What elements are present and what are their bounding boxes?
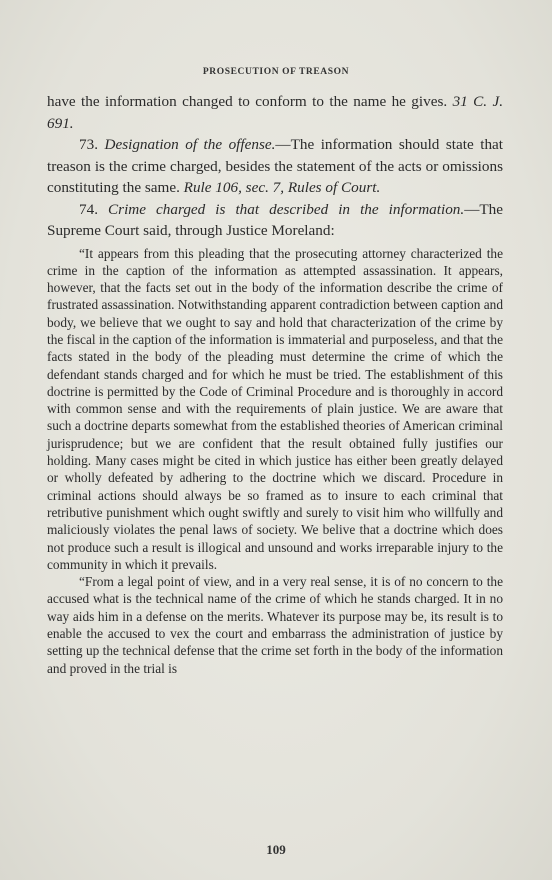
continued-paragraph — [47, 91, 503, 134]
section-text: —The Supreme Court said, through Justice Moreland: — [47, 200, 503, 239]
section-heading: Designation of the offense. — [104, 136, 276, 153]
section-heading: Crime charged is that described in the information. — [108, 200, 465, 218]
page-body — [47, 91, 503, 677]
citation: Rule 106, sec. 7, Rules of Court. — [183, 179, 381, 196]
continued-text: have the information changed to conform to the name he gives. — [47, 93, 448, 110]
citation: 31 C. J. 691. — [47, 93, 503, 132]
page-number: 109 — [266, 842, 286, 857]
section-74 — [47, 199, 503, 242]
section-number: 74. — [79, 200, 98, 218]
section-text: —The information should state that treason is the crime charged, besides the statement of the acts or omissions constituting the same. — [47, 136, 503, 196]
quote-paragraph: “It appears from this pleading that the prosecuting attorney characterized the crime in the caption of the information as attempted assassination. It appears, however, that the facts set out in the body of the information describe the crime of frustrated assassination. Notwithstanding apparent contradiction between caption and body, we believe that we ought to say and hold that characterization of the crime by the fiscal in the caption of the information is immaterial and purposeless, and that the facts stated in the body of the pleading must determine the crime of which the defendant stands charged and for which he must be tried. The establishment of this doctrine is permitted by the Code of Criminal Procedure and is thoroughly in accord with common sense and with the requirements of plain justice. We are aware that such a doctrine departs somewhat from the established theories of American criminal jurisprudence; but we are confident that the result obtained fully justifies our holding. Many cases might be cited in which justice has either been greatly delayed or wholly defeated by adhering to the doctrine which we discard. Procedure in criminal actions should always be so framed as to insure to each criminal that retributive punishment which ought swiftly and surely to visit him who willfully and maliciously violates the penal laws of society. We belive that a doctrine which does not produce such a result is illogical and unsound and works irreparable injury to the community in which it prevails. — [47, 245, 503, 572]
quote-paragraph: “From a legal point of view, and in a very real sense, it is of no concern to the accused what is the technical name of the crime of which he stands charged. It in no way aids him in a defense on the merits. Whatever its purpose may be, its result is to enable the accused to vex the court and embarrass the administration of justice by setting up the technical defense that the crime set forth in the body of the information and proved in the trial is — [47, 574, 503, 676]
running-head: PROSECUTION OF TREASON — [202, 67, 350, 77]
section-number: 73. — [79, 136, 98, 153]
section-73 — [47, 134, 503, 199]
